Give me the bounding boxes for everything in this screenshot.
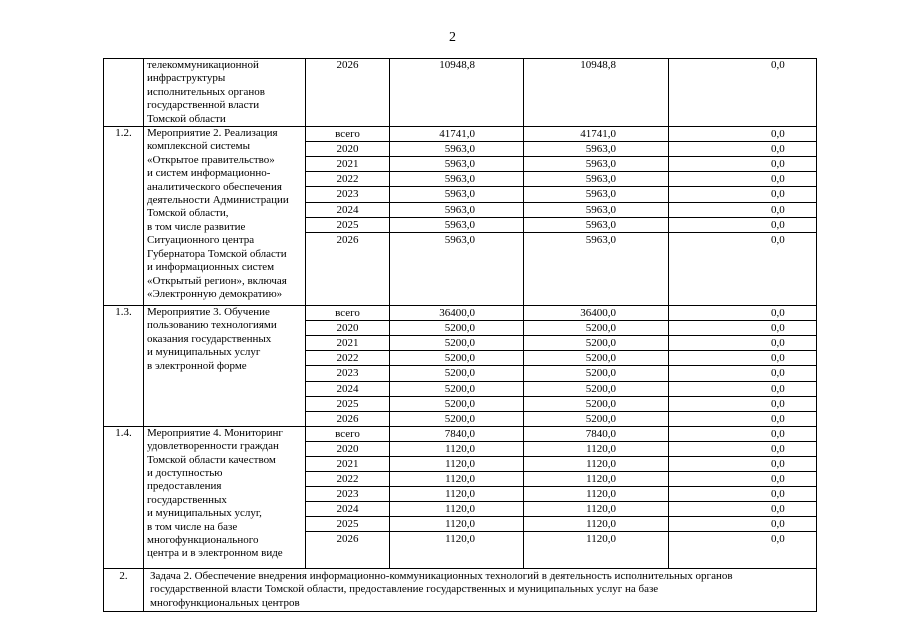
value-other-cell-group [669, 426, 817, 568]
description-line: телекоммуникационной [147, 59, 259, 71]
value-other-cell: 0,0 [669, 427, 816, 442]
value-total-cell: 5963,0 [444, 233, 475, 246]
description-cell [144, 306, 306, 427]
year-cell-group [306, 127, 390, 306]
year-cell: 2021 [306, 457, 389, 472]
value-other-cell-group [669, 127, 817, 306]
value-other-cell: 0,0 [669, 517, 816, 532]
value-regional-cell: 5200,0 [524, 382, 668, 397]
value-other-cell: 0,0 [669, 172, 816, 187]
value-total-cell: 1120,0 [390, 472, 523, 487]
table-row-task [104, 568, 817, 611]
row-number-cell: 1.4. [104, 426, 144, 568]
year-cell: 2025 [306, 397, 389, 412]
value-total-cell-group [390, 127, 524, 306]
row-number-cell: 1.3. [104, 306, 144, 427]
year-cell: 2026 [306, 59, 390, 127]
value-total-cell: 5200,0 [390, 321, 523, 336]
value-other-cell: 0,0 [669, 142, 816, 157]
year-cell: всего [306, 306, 389, 321]
description-line: Мероприятие 3. Обучение [147, 306, 270, 319]
value-other-cell: 0,0 [669, 351, 816, 366]
year-cell: всего [306, 127, 389, 142]
year-cell: всего [306, 427, 389, 442]
value-total-cell: 1120,0 [390, 457, 523, 472]
description-line: исполнительных органов [147, 85, 265, 98]
description-line: аналитического обеспечения [147, 180, 282, 193]
value-total-cell: 1120,0 [390, 487, 523, 502]
value-regional-cell: 5963,0 [524, 187, 668, 202]
year-cell: 2021 [306, 157, 389, 172]
value-regional-cell: 5200,0 [524, 397, 668, 412]
value-regional-cell: 36400,0 [524, 306, 668, 321]
year-cell: 2026 [336, 412, 359, 425]
year-cell: 2020 [306, 142, 389, 157]
row-number-cell [104, 59, 144, 127]
value-regional-cell: 1120,0 [524, 487, 668, 502]
description-cell [144, 426, 306, 568]
value-total-cell: 10948,8 [390, 59, 524, 127]
description-line: многофункционального [147, 534, 259, 547]
description-line: Томской области, [147, 207, 229, 220]
year-cell: 2021 [306, 336, 389, 351]
description-line: оказания государственных [147, 332, 272, 345]
value-other-cell: 0,0 [669, 382, 816, 397]
value-total-cell: 5200,0 [390, 351, 523, 366]
description-line: предоставления [147, 480, 222, 493]
description-line: центра и в электронном виде [147, 547, 283, 560]
year-cell: 2024 [306, 382, 389, 397]
value-total-cell: 1120,0 [390, 517, 523, 532]
value-regional-cell-group [524, 426, 669, 568]
value-other-cell: 0,0 [669, 397, 816, 412]
value-other-cell: 0,0 [771, 533, 785, 546]
value-other-cell: 0,0 [669, 306, 816, 321]
value-regional-cell: 5200,0 [585, 412, 616, 425]
row-number-cell: 1.2. [104, 127, 144, 306]
description-line: Томской области качеством [147, 453, 276, 466]
year-cell: 2024 [306, 502, 389, 517]
value-regional-cell-group [524, 306, 669, 427]
year-cell: 2025 [306, 218, 389, 233]
description-line: и информационных систем [147, 261, 275, 274]
year-cell: 2024 [306, 203, 389, 218]
value-other-cell: 0,0 [669, 472, 816, 487]
value-regional-cell: 5200,0 [524, 366, 668, 381]
year-cell-group [306, 306, 390, 427]
value-other-cell: 0,0 [669, 321, 816, 336]
value-total-cell: 5200,0 [390, 336, 523, 351]
year-cell: 2023 [306, 366, 389, 381]
description-cell [144, 59, 306, 127]
description-line: «Электронную демократию» [147, 287, 283, 300]
value-other-cell: 0,0 [669, 487, 816, 502]
value-total-cell-group [390, 426, 524, 568]
description-line: «Открытое правительство» [147, 153, 275, 166]
value-other-cell: 0,0 [669, 187, 816, 202]
value-other-cell-group [669, 306, 817, 427]
year-cell: 2025 [306, 517, 389, 532]
value-other-cell: 0,0 [669, 442, 816, 457]
value-total-cell: 1120,0 [390, 502, 523, 517]
value-regional-cell: 1120,0 [524, 472, 668, 487]
value-regional-cell: 5963,0 [585, 233, 616, 246]
year-cell: 2026 [336, 533, 359, 546]
description-line: комплексной системы [147, 140, 250, 153]
description-line: Ситуационного центра [147, 234, 255, 247]
value-regional-cell: 7840,0 [524, 427, 668, 442]
description-line: Губернатора Томской области [147, 247, 287, 260]
year-cell: 2020 [306, 321, 389, 336]
value-regional-cell: 5963,0 [524, 142, 668, 157]
value-regional-cell: 41741,0 [524, 127, 668, 142]
value-regional-cell: 1120,0 [524, 502, 668, 517]
description-line: в том числе развитие [147, 220, 246, 233]
year-cell: 2022 [306, 351, 389, 366]
value-total-cell: 5200,0 [390, 397, 523, 412]
value-total-cell: 5200,0 [390, 382, 523, 397]
value-total-cell: 5963,0 [390, 187, 523, 202]
description-line: и муниципальных услуг, [147, 507, 262, 520]
year-cell: 2023 [306, 487, 389, 502]
value-other-cell: 0,0 [669, 157, 816, 172]
value-other-cell: 0,0 [669, 366, 816, 381]
description-line: и доступностью [147, 467, 223, 479]
value-regional-cell: 5963,0 [524, 218, 668, 233]
value-other-cell: 0,0 [669, 203, 816, 218]
value-total-cell: 5963,0 [390, 157, 523, 172]
year-cell: 2023 [306, 187, 389, 202]
value-other-cell: 0,0 [669, 457, 816, 472]
page-number: 2 [449, 30, 456, 45]
row-number-cell: 2. [104, 568, 144, 611]
value-regional-cell: 1120,0 [524, 442, 668, 457]
budget-table [103, 58, 817, 612]
description-line: Мероприятие 2. Реализация [147, 127, 278, 140]
description-line: «Открытый регион», включая [147, 274, 287, 287]
value-total-cell-group [390, 306, 524, 427]
description-line: и муниципальных услуг [147, 346, 261, 359]
description-line: в том числе на базе [147, 520, 238, 533]
year-cell: 2020 [306, 442, 389, 457]
year-cell: 2022 [306, 472, 389, 487]
year-cell: 2022 [306, 172, 389, 187]
task-description-line: Задача 2. Обеспечение внедрения информационно-коммуникационных технологий в деятельность исполнительных органов [150, 569, 733, 582]
value-regional-cell: 5963,0 [524, 157, 668, 172]
value-other-cell: 0,0 [771, 233, 785, 246]
value-total-cell: 41741,0 [390, 127, 523, 142]
table-row-continuation [104, 59, 817, 127]
description-line: инфраструктуры [147, 72, 226, 85]
value-total-cell: 36400,0 [390, 306, 523, 321]
value-regional-cell-group [524, 127, 669, 306]
value-regional-cell: 5200,0 [524, 321, 668, 336]
description-cell [144, 127, 306, 306]
description-line: Мероприятие 4. Мониторинг [147, 426, 283, 439]
value-regional-cell: 5963,0 [524, 172, 668, 187]
value-regional-cell: 10948,8 [524, 59, 669, 127]
description-line: Томской области [147, 112, 226, 125]
value-regional-cell: 5200,0 [524, 351, 668, 366]
value-other-cell: 0,0 [669, 218, 816, 233]
value-total-cell: 5963,0 [390, 218, 523, 233]
year-cell-group [306, 426, 390, 568]
task-description-line: государственной власти Томской области, предоставление государственных и муниципальных услуг на базе [150, 583, 659, 596]
task-description-cell [144, 568, 817, 611]
value-total-cell: 5963,0 [390, 203, 523, 218]
value-total-cell: 7840,0 [390, 427, 523, 442]
description-line: и систем информационно- [147, 167, 271, 180]
value-regional-cell: 5200,0 [524, 336, 668, 351]
year-cell: 2026 [336, 233, 359, 246]
description-line: деятельности Администрации [147, 194, 289, 207]
task-description-line: многофункциональных центров [150, 596, 300, 609]
value-other-cell: 0,0 [669, 127, 816, 142]
value-total-cell: 5200,0 [444, 412, 475, 425]
description-line: пользованию технологиями [147, 319, 277, 332]
value-regional-cell: 5963,0 [524, 203, 668, 218]
table-row-measure [104, 306, 817, 427]
value-total-cell: 1120,0 [445, 533, 475, 546]
description-line: в электронной форме [147, 359, 247, 372]
value-other-cell: 0,0 [771, 412, 785, 425]
table-row-measure [104, 426, 817, 568]
table-row-measure [104, 127, 817, 306]
value-regional-cell: 1120,0 [586, 533, 616, 546]
description-line: удовлетворенности граждан [147, 440, 279, 453]
value-total-cell: 1120,0 [390, 442, 523, 457]
value-regional-cell: 1120,0 [524, 517, 668, 532]
value-other-cell: 0,0 [669, 502, 816, 517]
description-line: государственной власти [147, 99, 260, 112]
value-regional-cell: 1120,0 [524, 457, 668, 472]
value-total-cell: 5200,0 [390, 366, 523, 381]
value-other-cell: 0,0 [669, 59, 817, 127]
value-total-cell: 5963,0 [390, 172, 523, 187]
value-other-cell: 0,0 [669, 336, 816, 351]
value-total-cell: 5963,0 [390, 142, 523, 157]
description-line: государственных [147, 493, 227, 506]
